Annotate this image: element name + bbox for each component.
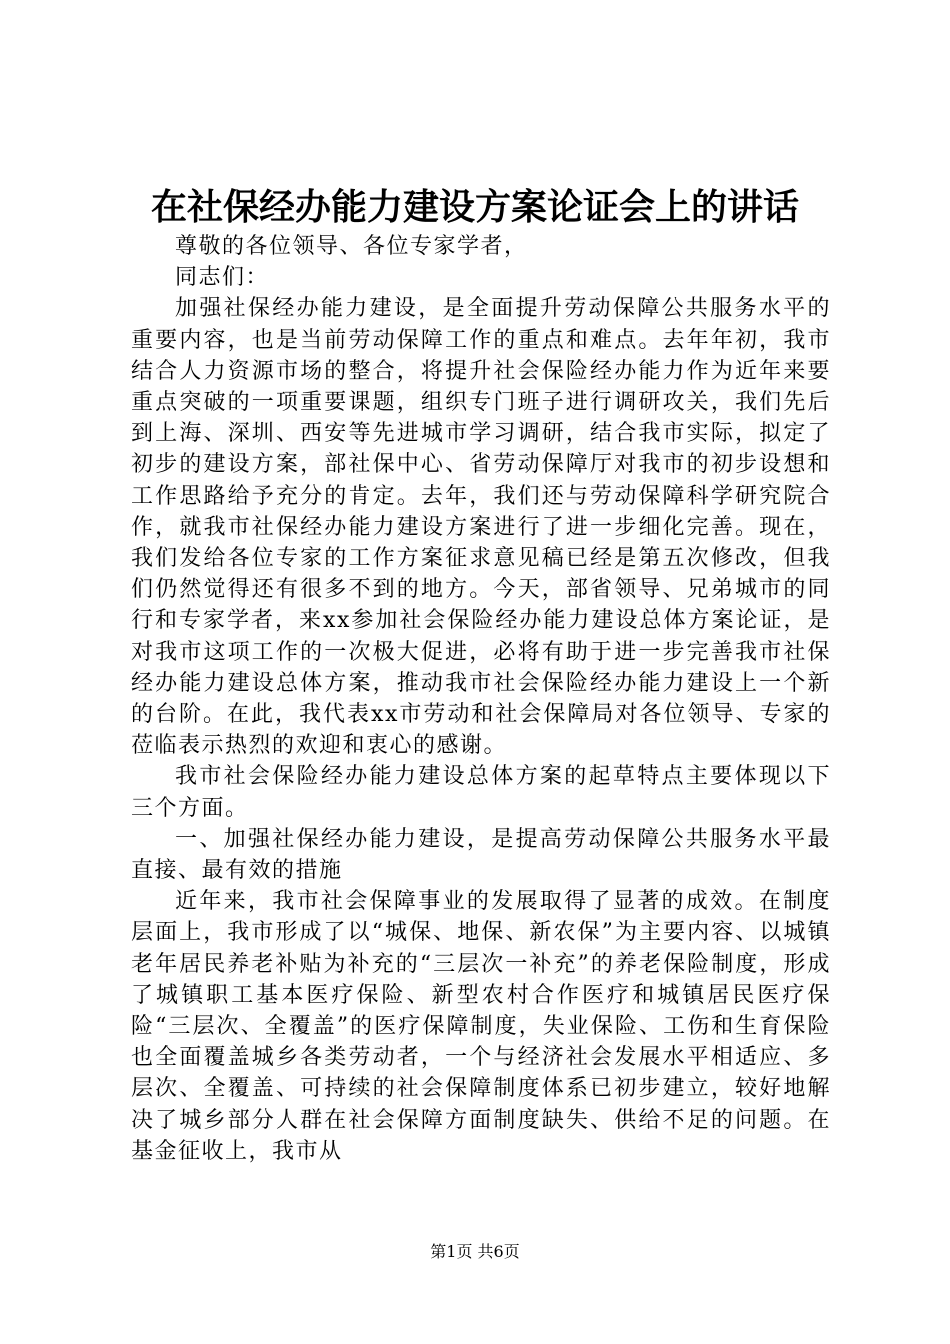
- section-heading: 一、加强社保经办能力建设，是提高劳动保障公共服务水平最直接、最有效的措施: [131, 826, 831, 884]
- page-number-footer: 第1页 共6页: [430, 1242, 520, 1261]
- body-paragraph: 加强社保经办能力建设，是全面提升劳动保障公共服务水平的重要内容，也是当前劳动保障工作的重点和难点。去年年初，我市结合人力资源市场的整合，将提升社会保险经办能力作为近年来要重点突破的一项重要课题，组织专门班子进行调研攻关，我们先后到上海、深圳、西安等先进城市学习调研，结合我市实际，拟定了初步的建设方案，部社保中心、省劳动保障厅对我市的初步设想和工作思路给予充分的肯定。去年，我们还与劳动保障科学研究院合作，就我市社保经办能力建设方案进行了进一步细化完善。现在，我们发给各位专家的工作方案征求意见稿已经是第五次修改，但我们仍然觉得还有很多不到的地方。今天，部省领导、兄弟城市的同行和专家学者，来xx参加社会保险经办能力建设总体方案论证，是对我市这项工作的一次极大促进，必将有助于进一步完善我市社保经办能力建设总体方案，推动我市社会保险经办能力建设上一个新的台阶。在此，我代表xx市劳动和社会保障局对各位领导、专家的莅临表示热烈的欢迎和衷心的感谢。: [131, 296, 831, 759]
- body-paragraph: 我市社会保险经办能力建设总体方案的起草特点主要体现以下三个方面。: [131, 764, 831, 821]
- salutation-line: 同志们：: [175, 265, 270, 291]
- salutation-line: 尊敬的各位领导、各位专家学者，: [175, 234, 528, 259]
- document-body: [131, 231, 831, 1167]
- body-paragraph: 近年来，我市社会保障事业的发展取得了显著的成效。在制度层面上，我市形成了以“城保、地保、新农保”为主要内容、以城镇老年居民养老补贴为补充的“三层次一补充”的养老保险制度，形成了城镇职工基本医疗保险、新型农村合作医疗和城镇居民医疗保险“三层次、全覆盖”的医疗保障制度，失业保险、工伤和生育保险也全面覆盖城乡各类劳动者，一个与经济社会发展水平相适应、多层次、全覆盖、可持续的社会保障制度体系已初步建立，较好地解决了城乡部分人群在社会保障方面制度缺失、供给不足的问题。在基金征收上，我市从: [131, 889, 831, 1164]
- document-title: 在社保经办能力建设方案论证会上的讲话: [150, 186, 799, 228]
